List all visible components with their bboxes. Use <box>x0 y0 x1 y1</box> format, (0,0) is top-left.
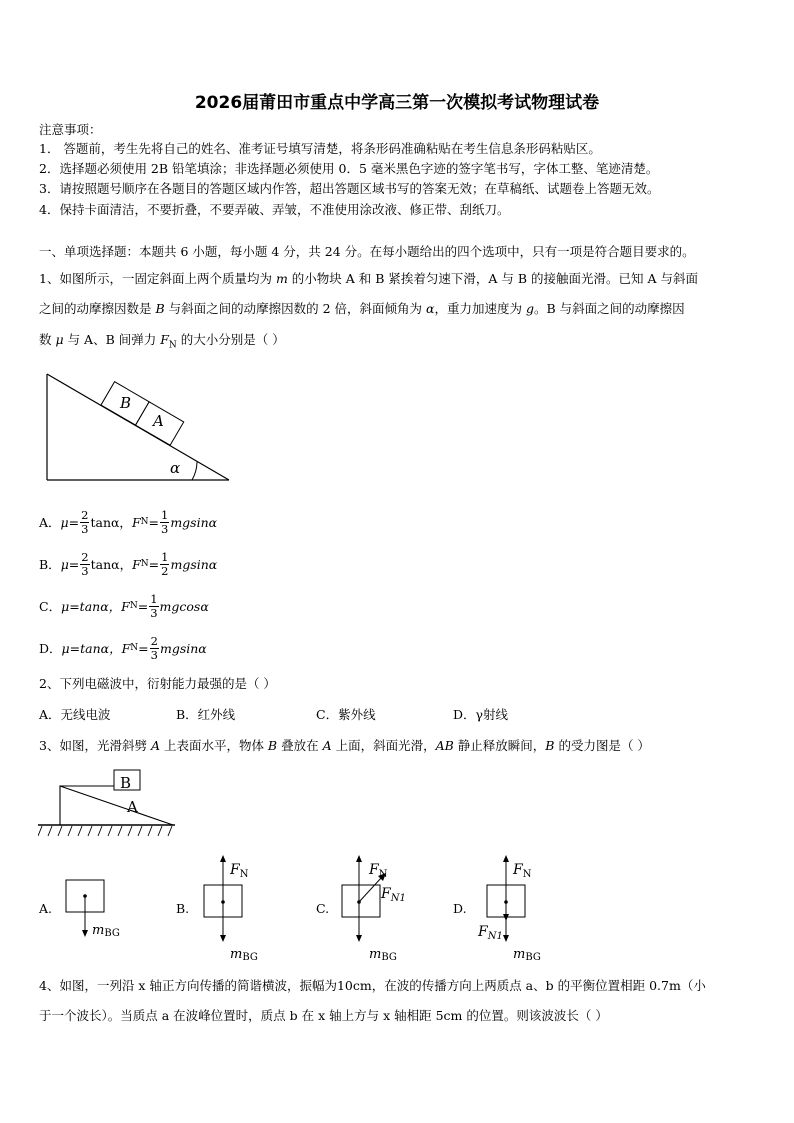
q1-option-a[interactable]: A． μ= $\frac{2}{3}$ tanα， F N = $\frac{1}{3}$ mgsinα <box>39 507 218 536</box>
q2-option-c[interactable]: C．紫外线 <box>316 707 376 722</box>
q2-option-d[interactable]: D．γ射线 <box>453 707 508 722</box>
q3-option-d-diagram[interactable] <box>475 852 565 964</box>
q3-option-d-letter[interactable]: D. <box>453 901 467 916</box>
q3-option-c-diagram[interactable] <box>336 852 436 964</box>
notice-heading: 注意事项： <box>39 122 102 137</box>
q1-option-c[interactable]: C． μ=tanα， F N = $\frac{1}{3}$ mgcosα <box>39 591 209 620</box>
q1-option-d[interactable]: D． μ=tanα， F N = $\frac{2}{3}$ mgsinα <box>39 633 207 662</box>
q3-stem: 3、如图，光滑斜劈 A 上表面水平，物体 B 叠放在 A 上面，斜面光滑，AB 静止释放瞬间，B 的受力图是（ ） <box>39 738 650 753</box>
notice-item: 4．保持卡面清洁，不要折叠，不要弄破、弄皱，不准使用涂改液、修正带、刮纸刀。 <box>39 202 510 217</box>
block-b-label: B <box>120 394 132 412</box>
q3-option-a-diagram[interactable] <box>62 878 142 940</box>
q3-option-b-letter[interactable]: B. <box>176 901 190 916</box>
svg-text:FN: $F_N$ <box>230 862 249 880</box>
q1-line1: 1、如图所示，一固定斜面上两个质量均为 m 的小物块 A 和 B 紧挨着匀速下滑，A 与 B 的接触面光滑。已知 A 与斜面 <box>39 271 698 286</box>
section-heading: 一、单项选择题：本题共 6 小题，每小题 4 分，共 24 分。在每小题给出的四个选项中，只有一项是符合题目要求的。 <box>39 244 695 259</box>
svg-text:FN: $F_N$ <box>369 862 388 880</box>
q3-option-b-diagram[interactable] <box>198 852 278 964</box>
q1-incline-figure <box>40 368 240 486</box>
notice-item: 2．选择题必须使用 2B 铅笔填涂；非选择题必须使用 0．5 毫米黑色字迹的签字笔书写，字体工整、笔迹清楚。 <box>39 161 659 176</box>
q3-option-c-letter[interactable]: C. <box>316 901 330 916</box>
q1-option-b[interactable]: B． μ= $\frac{2}{3}$ tanα， F N = $\frac{1}{2}$ mgsinα <box>39 549 218 578</box>
svg-text:mBG: mBG <box>513 947 541 963</box>
svg-text:mBG: mBG <box>230 947 258 963</box>
notice-item: 3．请按照题号顺序在各题目的答题区域内作答，超出答题区域书写的答案无效；在草稿纸、试题卷上答题无效。 <box>39 181 660 196</box>
q3-option-a-letter[interactable]: A. <box>39 901 53 916</box>
q2-option-a[interactable]: A．无线电波 <box>39 707 111 722</box>
block-b-label: B <box>120 774 132 792</box>
wedge-a-label: A <box>127 798 138 816</box>
svg-text:FN1: $F_{N1}$ <box>478 924 503 942</box>
svg-text:FN1: $F_{N1}$ <box>381 886 406 904</box>
q4-line1: 4、如图，一列沿 x 轴正方向传播的简谐横波，振幅为10cm，在波的传播方向上两质点 a、b 的平衡位置相距 0.7m（小 <box>39 978 706 993</box>
q1-line2: 之间的动摩擦因数是 B 与斜面之间的动摩擦因数的 2 倍，斜面倾角为 α，重力加速度为 g。B 与斜面之间的动摩擦因 <box>39 301 685 316</box>
svg-text:mBG: mBG <box>369 947 397 963</box>
svg-text:mBG: mBG <box>92 923 120 939</box>
q3-wedge-figure <box>38 766 178 840</box>
block-a-label: A <box>153 412 164 430</box>
angle-label: α <box>170 459 181 477</box>
q4-line2: 于一个波长）。当质点 a 在波峰位置时，质点 b 在 x 轴上方与 x 轴相距 5cm 的位置。则该波波长（ ） <box>39 1008 608 1023</box>
q1-line3: 数 μ 与 A、B 间弹力 $F_N$ 的大小分别是（ ） <box>39 332 285 351</box>
q2-stem: 2、下列电磁波中，衍射能力最强的是（ ） <box>39 676 276 691</box>
q2-option-b[interactable]: B．红外线 <box>176 707 236 722</box>
notice-item: 1． 答题前，考生先将自己的姓名、准考证号填写清楚，将条形码准确粘贴在考生信息条形码粘贴区。 <box>39 141 601 156</box>
page-title: 2026届莆田市重点中学高三第一次模拟考试物理试卷 <box>194 93 600 113</box>
svg-text:FN: $F_N$ <box>513 862 532 880</box>
